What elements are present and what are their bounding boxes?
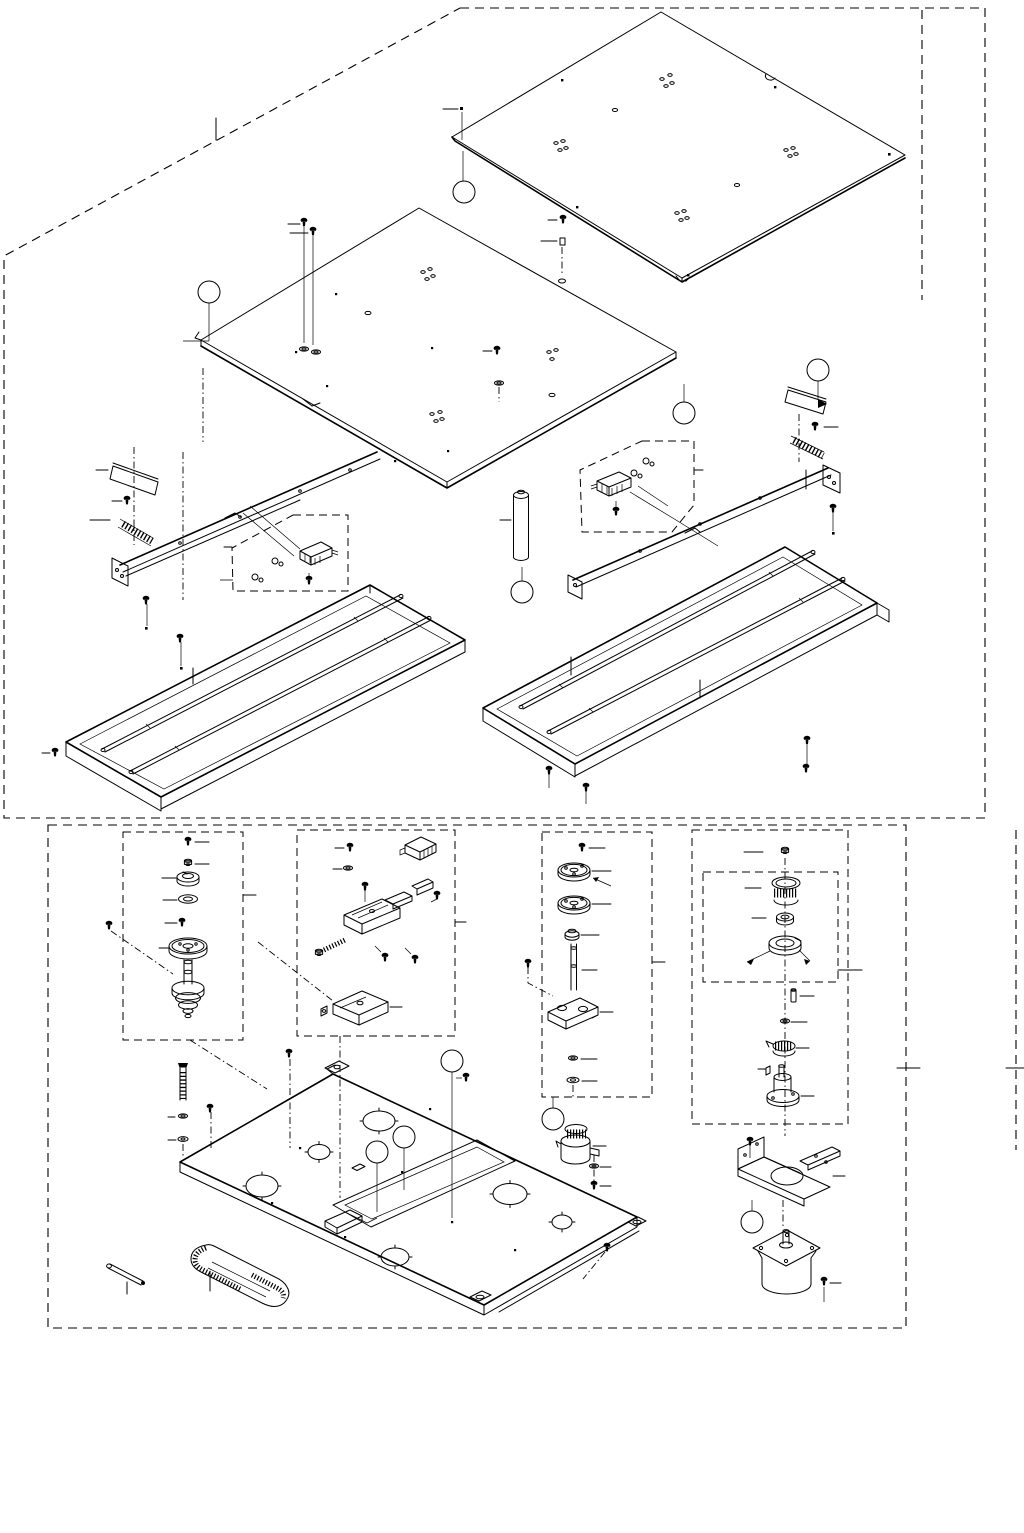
guide-pin xyxy=(107,1264,145,1294)
top-cover-panel xyxy=(443,12,905,282)
callout-balloon xyxy=(741,1211,763,1233)
lower-section-border xyxy=(48,825,1024,1328)
upper-section-border xyxy=(4,8,985,818)
callout-balloon xyxy=(453,181,475,203)
callout-balloon xyxy=(807,359,829,381)
spindle-box xyxy=(106,832,267,1089)
callout-balloon xyxy=(511,581,533,603)
callout-balloon xyxy=(673,402,695,424)
callout-balloon xyxy=(366,1141,388,1163)
right-guide-frame xyxy=(483,547,889,804)
long-screw xyxy=(168,1063,188,1158)
callout-balloon xyxy=(441,1050,463,1072)
mounting-screws-lower xyxy=(207,1049,470,1148)
left-sensor-detail xyxy=(220,506,348,591)
base-plate xyxy=(180,1061,646,1315)
left-side-rail-assembly xyxy=(90,447,380,684)
encoder-motor xyxy=(556,1125,611,1190)
timing-belt xyxy=(191,1245,289,1307)
callout-balloon xyxy=(542,1108,564,1130)
main-deck-panel xyxy=(195,208,676,488)
pulley-shaft-box xyxy=(525,832,665,1097)
carriage-box xyxy=(258,830,466,1198)
left-guide-frame xyxy=(42,585,465,811)
callout-balloon xyxy=(198,281,220,303)
damper-cylinder xyxy=(500,490,529,560)
gear-motor-box xyxy=(692,830,862,1136)
callout-balloon xyxy=(393,1126,415,1148)
stepper-motor xyxy=(753,1230,841,1302)
